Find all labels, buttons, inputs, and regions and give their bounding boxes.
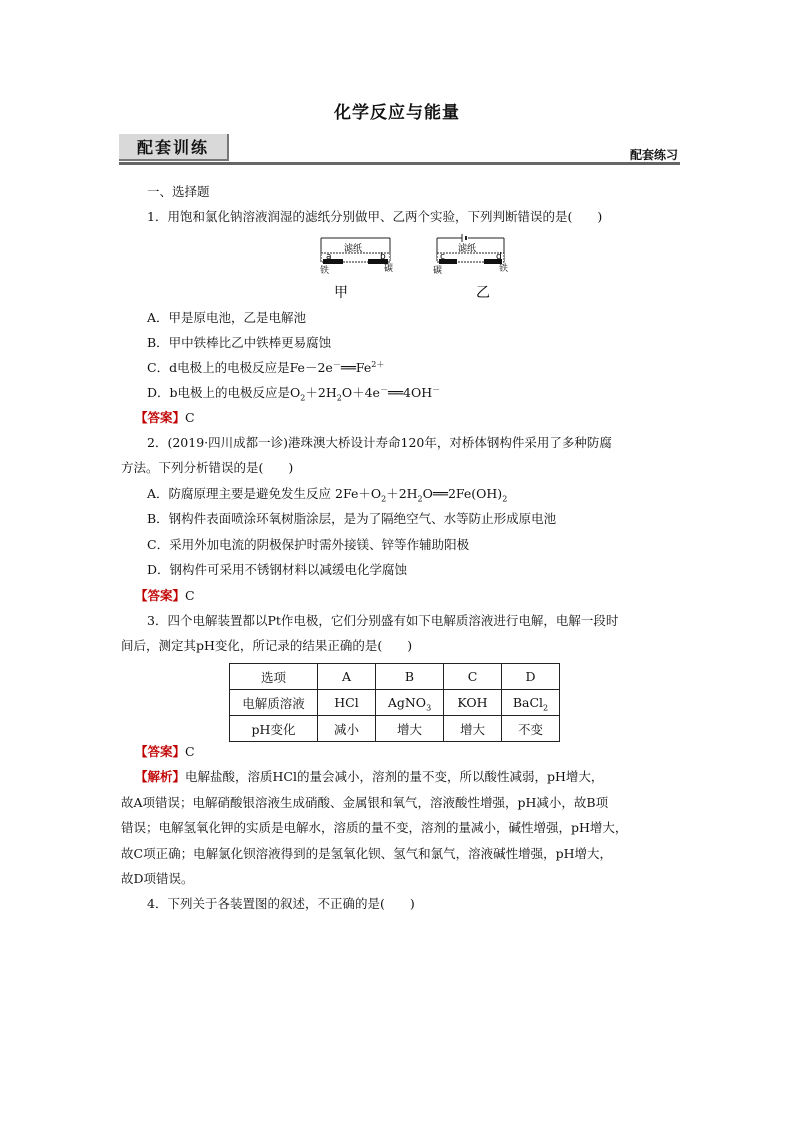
q1-diagram: [300, 233, 530, 303]
q2-stem-line1: 2．(2019·四川成都一诊)港珠澳大桥设计寿命120年，对桥体钢构件采用了多种防腐: [147, 435, 612, 450]
jia-paper-label: 滤纸: [344, 244, 363, 254]
q2-stem-line2: 方法。下列分析错误的是( ): [121, 460, 294, 475]
table-row: [230, 716, 560, 742]
table-cell: 减小: [318, 716, 376, 742]
q3-table: [229, 663, 560, 742]
table-cell: HCl: [318, 690, 376, 716]
table-header-row: [230, 664, 560, 690]
q2-option-b: B．钢构件表面喷涂环氧树脂涂层，是为了隔绝空气、水等防止形成原电池: [147, 511, 557, 526]
q1-answer: 【答案】C: [135, 410, 195, 425]
q3-analysis-line2: 故A项错误；电解硝酸银溶液生成硝酸、金属银和氧气，溶液酸性增强，pH减小，故B项: [121, 795, 609, 810]
yi-left-electrode: 碳: [433, 266, 443, 276]
section-heading: 一、选择题: [147, 184, 210, 199]
page-title: 化学反应与能量: [334, 103, 460, 123]
jia-a-label: a: [326, 252, 332, 262]
q4-stem: 4．下列关于各装置图的叙述，不正确的是( ): [147, 896, 415, 911]
table-cell: 电解质溶液: [230, 690, 318, 716]
q1-option-b: B．甲中铁棒比乙中铁棒更易腐蚀: [147, 335, 332, 350]
table-cell: 增大: [444, 716, 502, 742]
yi-right-electrode: 铁: [499, 264, 509, 274]
jia-b-label: b: [380, 252, 386, 262]
diagram-yi: [433, 234, 508, 301]
yi-caption: 乙: [476, 285, 490, 301]
yi-c-label: c: [440, 252, 445, 262]
q3-stem-line1: 3．四个电解装置都以Pt作电极，它们分别盛有如下电解质溶液进行电解，电解一段时: [147, 613, 619, 628]
q1-option-d: D．b电极上的电极反应是$O_2+2H_2O+4e^-══4OH^-$: [147, 384, 441, 403]
q3-analysis-line3: 错误；电解氢氧化钾的实质是电解水，溶质的量不变，溶剂的量减小，碱性增强，pH增大，: [121, 820, 628, 835]
jia-right-electrode: 碳: [384, 264, 394, 274]
table-cell: BaCl$_2$: [502, 690, 560, 716]
yi-paper-label: 滤纸: [458, 244, 477, 254]
section-header-bar: [119, 134, 680, 166]
table-cell: B: [376, 664, 444, 690]
table-cell: pH变化: [230, 716, 318, 742]
header-rule: [119, 162, 680, 165]
table-cell: 选项: [230, 664, 318, 690]
q3-stem-line2: 间后，测定其pH变化，所记录的结果正确的是( ): [121, 638, 413, 653]
q2-option-a: A．防腐原理主要是避免发生反应 $2Fe+O_2+2H_2O══2Fe(OH)_2$: [147, 486, 508, 504]
q2-answer: 【答案】C: [135, 588, 195, 603]
q3-answer: 【答案】C: [135, 744, 195, 759]
q3-analysis-line4: 故C项正确；电解氯化钡溶液得到的是氢氧化钡、氢气和氯气，溶液碱性增强，pH增大，: [121, 846, 612, 861]
table-cell: 增大: [376, 716, 444, 742]
table-cell: KOH: [444, 690, 502, 716]
jia-left-electrode: 铁: [320, 266, 330, 276]
table-cell: AgNO$_3$: [376, 690, 444, 716]
q1-stem: 1．用饱和氯化钠溶液润湿的滤纸分别做甲、乙两个实验，下列判断错误的是( ): [147, 209, 603, 224]
diagram-jia: [320, 238, 393, 301]
jia-caption: 甲: [334, 285, 348, 301]
q3-analysis-line5: 故D项错误。: [121, 871, 194, 886]
yi-d-label: d: [496, 252, 502, 262]
table-cell: 不变: [502, 716, 560, 742]
q1-option-c: C．d电极上的电极反应是$Fe-2e^-══Fe^{2+}$: [147, 359, 385, 375]
table-cell: C: [444, 664, 502, 690]
q2-option-d: D．钢构件可采用不锈钢材料以减缓电化学腐蚀: [147, 562, 408, 577]
q1-option-a: A．甲是原电池，乙是电解池: [147, 310, 307, 325]
table-cell: D: [502, 664, 560, 690]
q2-option-c: C．采用外加电流的阴极保护时需外接镁、锌等作辅助阳极: [147, 537, 470, 552]
q3-analysis-line1: 【解析】电解盐酸，溶质HCl的量会减小，溶剂的量不变，所以酸性减弱，pH增大，: [135, 769, 604, 784]
section-header-label: 配套训练: [119, 134, 229, 161]
section-header-right: 配套练习: [629, 148, 678, 162]
table-cell: A: [318, 664, 376, 690]
table-row: [230, 690, 560, 716]
